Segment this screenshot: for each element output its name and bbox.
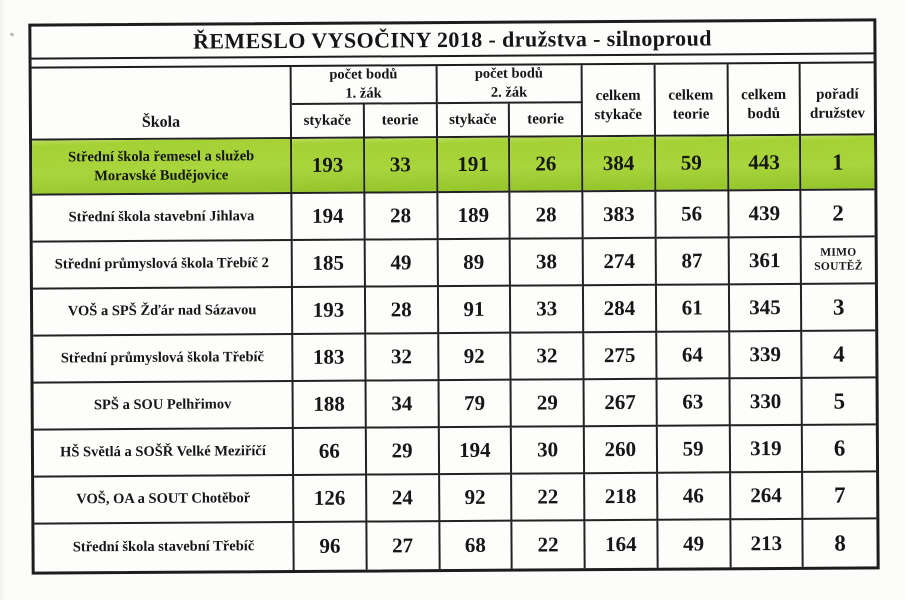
rank-cell: 6 — [803, 425, 876, 472]
header-celkem-teorie: celkem teorie — [655, 64, 728, 136]
value-cell: 191 — [438, 138, 511, 193]
header-pocet-bodu-zak1: počet bodů 1. žák — [292, 66, 438, 105]
value-cell: 61 — [657, 285, 730, 332]
value-cell: 194 — [439, 428, 512, 475]
table-header — [32, 63, 874, 140]
value-cell: 33 — [511, 286, 584, 333]
value-cell: 92 — [440, 475, 513, 522]
rank-cell: 7 — [803, 472, 876, 519]
value-cell: 189 — [438, 193, 511, 240]
value-cell: 345 — [729, 285, 802, 332]
school-cell: VOŠ, OA a SOUT Chotěboř — [34, 476, 294, 525]
value-cell: 30 — [512, 427, 585, 474]
rank-cell: 4 — [802, 331, 875, 378]
value-cell: 29 — [367, 428, 440, 475]
value-cell: 26 — [510, 137, 583, 192]
value-cell: 383 — [583, 192, 656, 239]
value-cell: 49 — [365, 240, 438, 287]
value-cell: 183 — [293, 335, 366, 382]
value-cell: 87 — [656, 238, 729, 285]
value-cell: 64 — [657, 332, 730, 379]
value-cell: 32 — [366, 334, 439, 381]
value-cell: 439 — [729, 191, 802, 238]
value-cell: 213 — [731, 520, 804, 567]
header-stykace-2: stykače — [437, 104, 510, 138]
value-cell: 28 — [365, 193, 438, 240]
value-cell: 319 — [730, 426, 803, 473]
school-cell: VOŠ a SPŠ Žďár nad Sázavou — [33, 288, 293, 337]
value-cell: 264 — [731, 473, 804, 520]
school-cell: Střední průmyslová škola Třebíč 2 — [33, 241, 293, 290]
table-row — [34, 519, 876, 571]
value-cell: 28 — [366, 287, 439, 334]
value-cell: 22 — [513, 521, 586, 568]
value-cell: 126 — [294, 476, 367, 523]
value-cell: 185 — [293, 241, 366, 288]
table-row — [33, 237, 875, 289]
value-cell: 330 — [730, 379, 803, 426]
value-cell: 79 — [439, 381, 512, 428]
value-cell: 68 — [440, 522, 513, 569]
table-row — [32, 135, 874, 195]
value-cell: 443 — [729, 136, 802, 191]
value-cell: 27 — [367, 522, 440, 569]
table-row — [34, 378, 876, 430]
value-cell: 188 — [294, 382, 367, 429]
header-stykace-1: stykače — [292, 105, 365, 139]
value-cell: 29 — [512, 380, 585, 427]
header-pocet-bodu-zak2: počet bodů 2. žák — [437, 65, 583, 104]
value-cell: 267 — [585, 380, 658, 427]
table-row — [33, 284, 875, 336]
value-cell: 46 — [658, 473, 731, 520]
school-cell: HŠ Světlá a SOŠŘ Velké Meziříčí — [34, 429, 294, 478]
value-cell: 24 — [367, 475, 440, 522]
value-cell: 193 — [292, 139, 365, 194]
value-cell: 218 — [585, 474, 658, 521]
table-row — [34, 425, 876, 477]
school-cell: SPŠ a SOU Pelhřimov — [34, 382, 294, 431]
header-poradi-druzstev: pořadí družstev — [801, 63, 874, 135]
value-cell: 28 — [511, 192, 584, 239]
rank-cell: 2 — [802, 190, 875, 237]
value-cell: 361 — [729, 238, 802, 285]
value-cell: 194 — [292, 194, 365, 241]
value-cell: 193 — [293, 288, 366, 335]
school-cell: Střední škola řemesel a služeb Moravské Budějovice — [32, 139, 292, 196]
value-cell: 274 — [584, 239, 657, 286]
value-cell: 91 — [438, 287, 511, 334]
value-cell: 339 — [730, 332, 803, 379]
value-cell: 22 — [512, 474, 585, 521]
rank-cell: 1 — [801, 135, 874, 190]
school-cell: Střední škola stavební Třebíč — [34, 523, 294, 572]
value-cell: 66 — [294, 429, 367, 476]
value-cell: 89 — [438, 240, 511, 287]
table-row — [33, 331, 875, 383]
rank-cell: 5 — [803, 378, 876, 425]
value-cell: 164 — [585, 521, 658, 568]
value-cell: 33 — [365, 138, 438, 193]
header-teorie-2: teorie — [510, 103, 583, 137]
table-row — [32, 190, 874, 242]
value-cell: 63 — [657, 379, 730, 426]
rank-cell: MIMO SOUTĚŽ — [802, 237, 875, 284]
results-table — [28, 18, 879, 574]
value-cell: 56 — [656, 191, 729, 238]
header-skola: Škola — [32, 67, 292, 141]
value-cell: 96 — [294, 523, 367, 570]
school-cell: Střední škola stavební Jihlava — [32, 194, 292, 243]
value-cell: 284 — [584, 286, 657, 333]
value-cell: 275 — [584, 333, 657, 380]
value-cell: 260 — [585, 427, 658, 474]
header-celkem-bodu: celkem bodů — [728, 64, 801, 136]
scan-speckle — [10, 32, 15, 37]
value-cell: 59 — [656, 136, 729, 191]
value-cell: 34 — [366, 381, 439, 428]
rank-cell: 8 — [834, 530, 846, 556]
rank-cell: 3 — [802, 284, 875, 331]
header-teorie-1: teorie — [365, 104, 438, 138]
table-title: ŘEMESLO VYSOČINY 2018 - družstva - silnoproud — [31, 21, 873, 59]
value-cell: 92 — [439, 334, 512, 381]
value-cell: 59 — [658, 426, 731, 473]
value-cell: 384 — [583, 137, 656, 192]
value-cell: 49 — [658, 520, 731, 567]
value-cell: 38 — [511, 239, 584, 286]
header-celkem-stykace: celkem stykače — [583, 65, 656, 137]
school-cell: Střední průmyslová škola Třebíč — [33, 335, 293, 384]
value-cell: 32 — [511, 333, 584, 380]
table-row — [34, 472, 876, 524]
